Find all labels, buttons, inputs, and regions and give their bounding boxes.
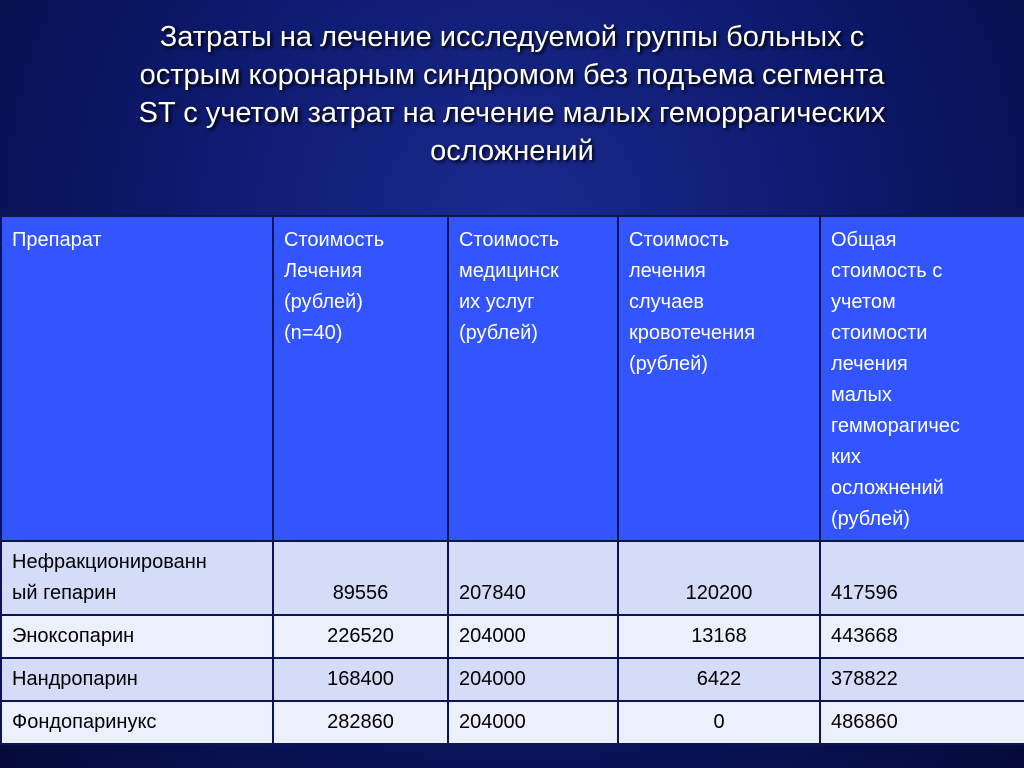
table-row [1, 701, 1024, 744]
drug-name-cell: Нефракционированн ый гепарин [1, 541, 273, 615]
title-line: Затраты на лечение исследуемой группы больных с [159, 21, 865, 53]
total-cell: 378822 [820, 658, 1024, 701]
total-cell: 417596 [820, 541, 1024, 615]
total-cell: 443668 [820, 615, 1024, 658]
title-line: острым коронарным синдромом без подъема сегмента [139, 59, 885, 91]
cost-treatment-cell: 226520 [273, 615, 448, 658]
cost-bleeding-cell: 120200 [618, 541, 820, 615]
slide-title [40, 18, 984, 170]
table-row [1, 541, 1024, 615]
header-cost-treatment: Стоимость Лечения (рублей) (n=40) [273, 216, 448, 541]
cost-medical-cell: 204000 [448, 615, 618, 658]
cost-medical-cell: 204000 [448, 658, 618, 701]
header-cost-medical: Стоимость медицинск их услуг (рублей) [448, 216, 618, 541]
cost-bleeding-cell: 13168 [618, 615, 820, 658]
cost-medical-cell: 207840 [448, 541, 618, 615]
title-line: ST с учетом затрат на лечение малых геморрагических [138, 97, 886, 129]
cost-medical-cell: 204000 [448, 701, 618, 744]
header-total: Общая стоимость с учетом стоимости лечения малых гемморагичес ких осложнений (рублей) [820, 216, 1024, 541]
cost-treatment-cell: 282860 [273, 701, 448, 744]
cost-table [0, 215, 1024, 745]
table-row [1, 658, 1024, 701]
cost-bleeding-cell: 0 [618, 701, 820, 744]
table-header-row [1, 216, 1024, 541]
header-drug: Препарат [1, 216, 273, 541]
drug-name-cell: Эноксопарин [1, 615, 273, 658]
header-cost-bleeding: Стоимость лечения случаев кровотечения (рублей) [618, 216, 820, 541]
table-row [1, 615, 1024, 658]
title-line: осложнений [430, 135, 594, 167]
cost-bleeding-cell: 6422 [618, 658, 820, 701]
cost-treatment-cell: 168400 [273, 658, 448, 701]
drug-name-cell: Нандропарин [1, 658, 273, 701]
drug-name-cell: Фондопаринукс [1, 701, 273, 744]
cost-treatment-cell: 89556 [273, 541, 448, 615]
total-cell: 486860 [820, 701, 1024, 744]
